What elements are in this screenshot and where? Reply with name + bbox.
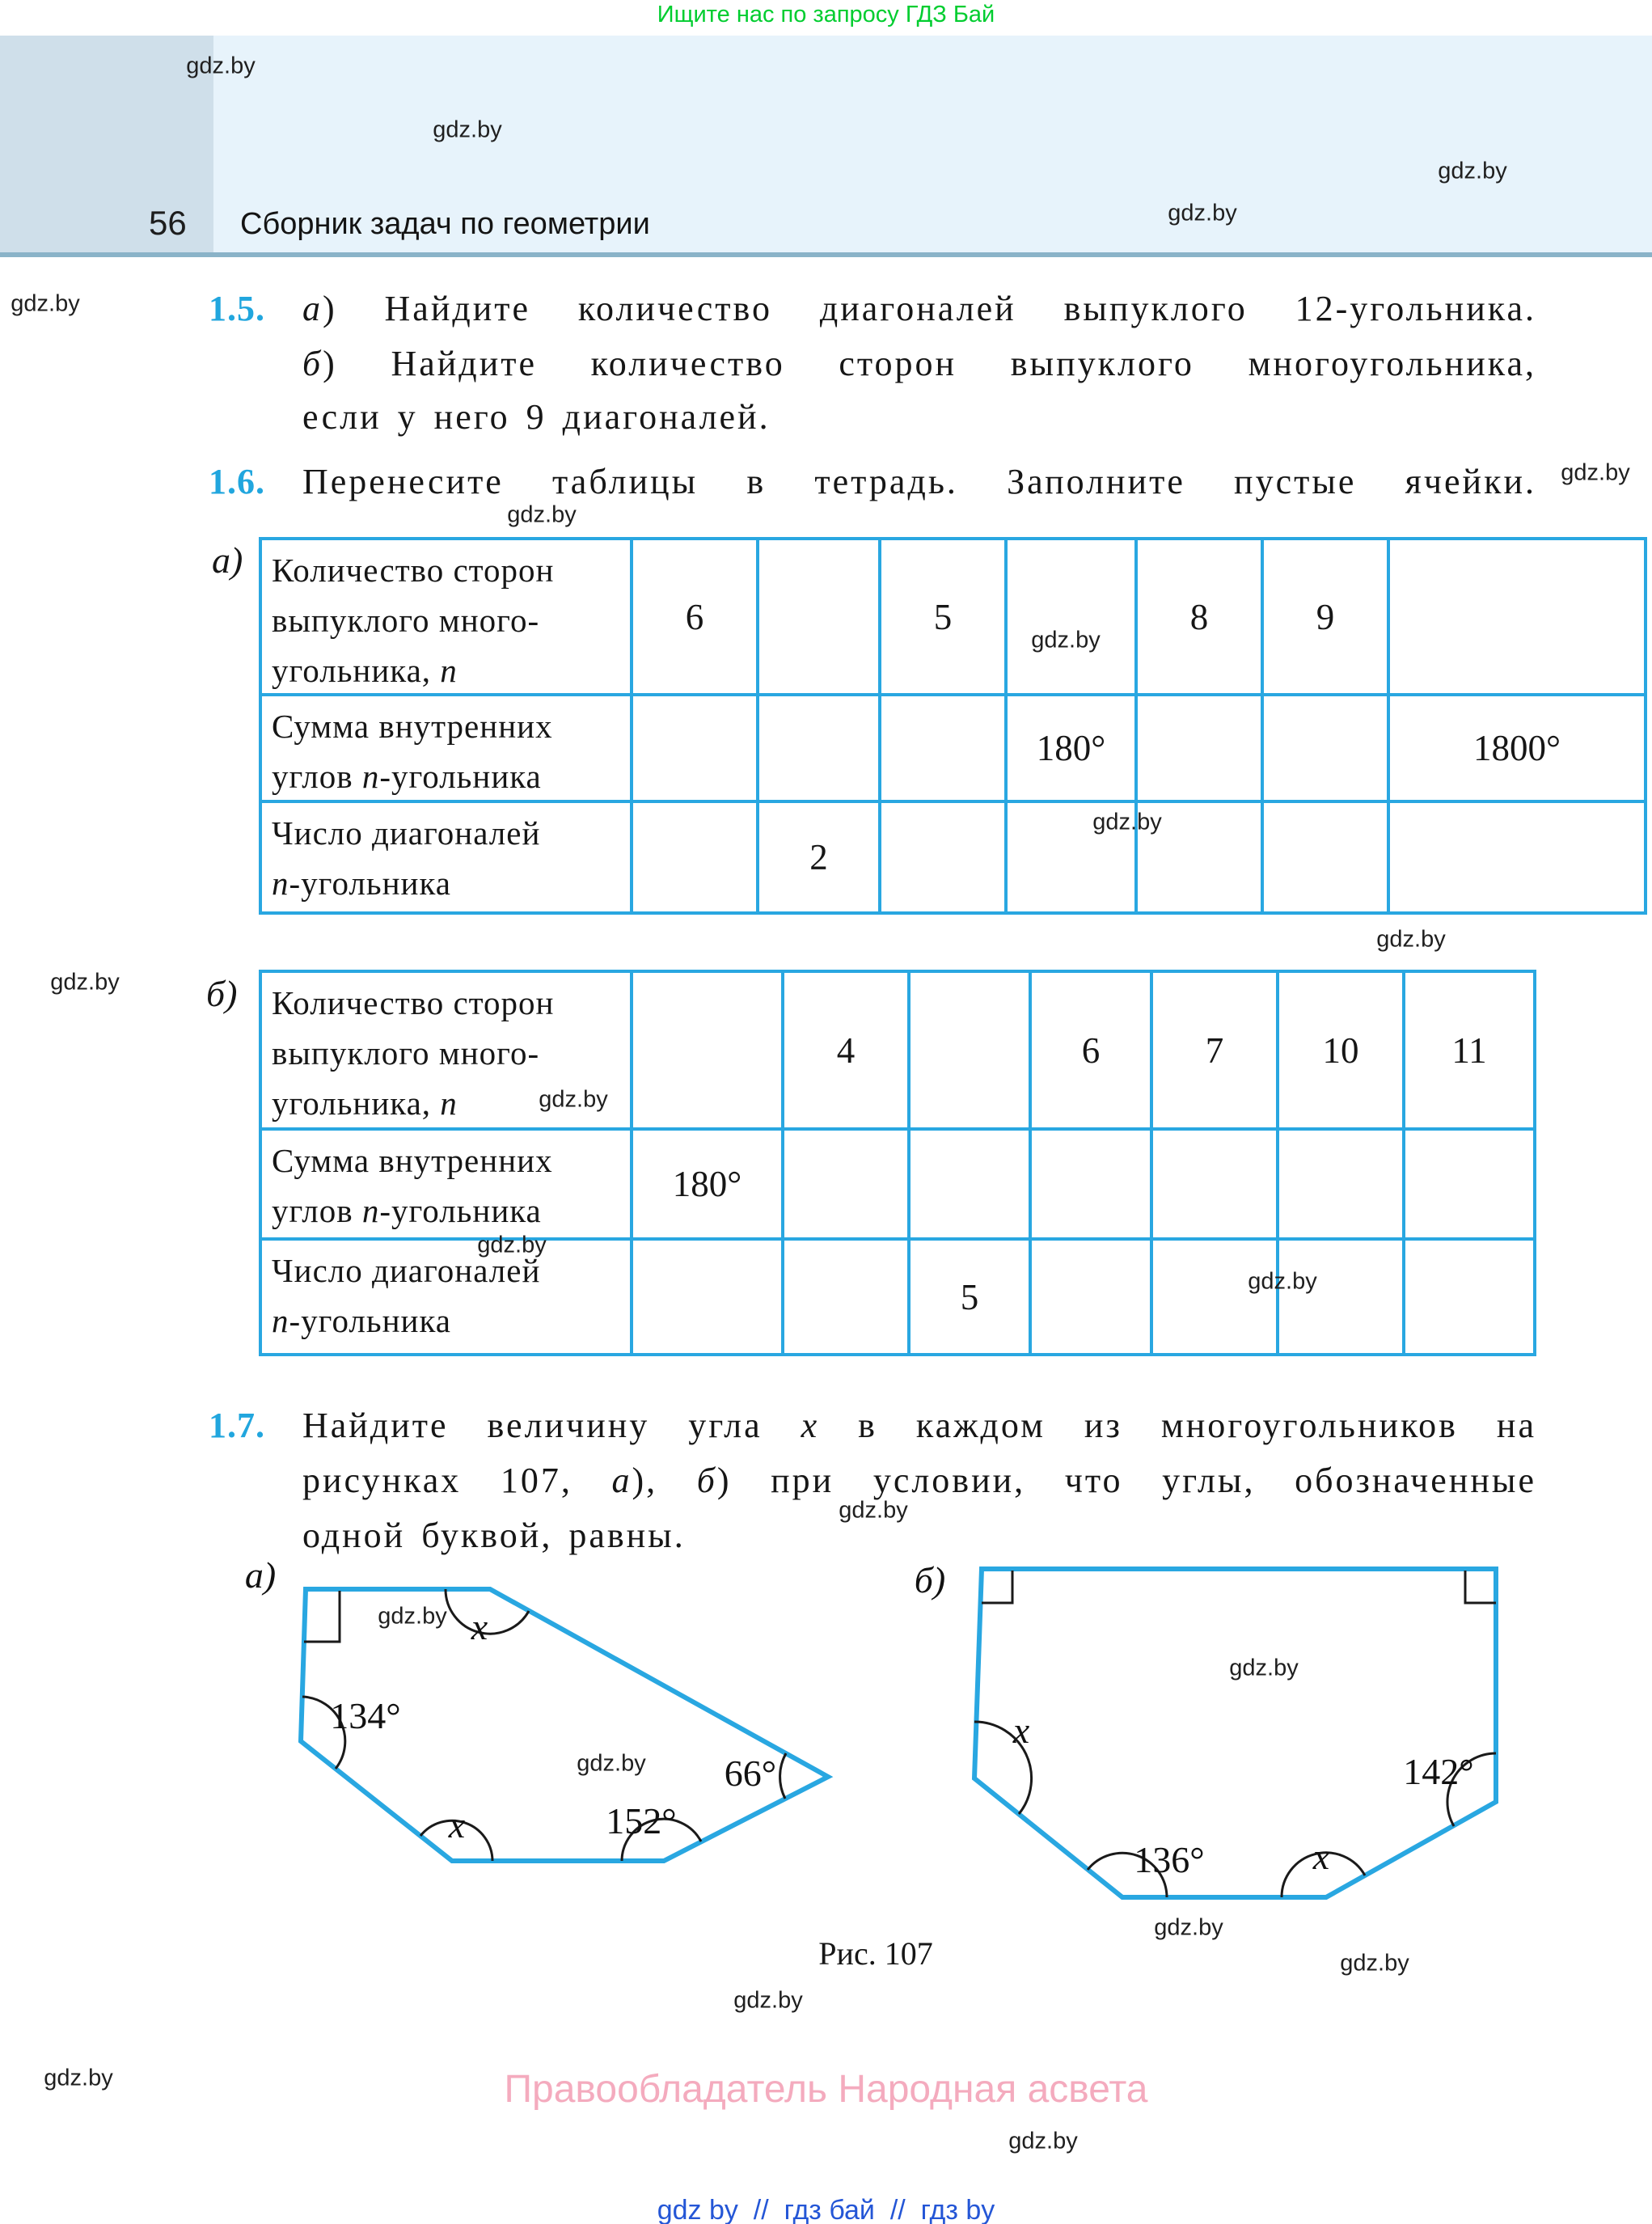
table-cell-value: 8 [1138, 540, 1261, 693]
table-cell-empty [759, 696, 878, 800]
table-cell-empty [1405, 1241, 1533, 1353]
copyright-notice: Правообладатель Народная асвета [504, 2068, 1148, 2111]
hexagon-b [974, 1569, 1496, 1897]
table-row-label: Количество сторон выпуклого много- угольника, n [262, 973, 630, 1127]
angle-arc [780, 1753, 786, 1799]
problem-number-1-6: 1.6. [209, 462, 265, 501]
problem-1-7-line-2: рисунках 107, а), б) при условии, что углы, обозначенные [302, 1461, 1536, 1500]
table-cell-empty [633, 1241, 781, 1353]
promo-banner: Ищите нас по запросу ГДЗ Бай [657, 2, 995, 27]
table-cell-empty [1264, 803, 1387, 911]
angle-label-134: 134° [330, 1695, 401, 1736]
gdz-watermark: gdz.by [477, 1232, 547, 1258]
gdz-watermark: gdz.by [539, 1086, 608, 1113]
table-cell-empty [1138, 696, 1261, 800]
table-cell-empty [1008, 540, 1134, 693]
table-cell-value: 6 [633, 540, 756, 693]
gdz-watermark: gdz.by [1031, 627, 1101, 653]
angle-label-152: 152° [606, 1800, 677, 1841]
angle-label-x-bottom: x [448, 1804, 466, 1846]
book-title: Сборник задач по геометрии [240, 207, 650, 241]
angle-label-66: 66° [724, 1753, 777, 1794]
table-cell-value: 5 [881, 540, 1004, 693]
table-row-label: Сумма внутренних углов n-угольника [262, 1131, 630, 1237]
gdz-watermark: gdz.by [186, 53, 256, 79]
table-row-label: Количество сторон выпуклого много- угольника, n [262, 540, 630, 693]
gdz-watermark: gdz.by [1229, 1655, 1299, 1681]
table-cell-value: 11 [1405, 973, 1533, 1127]
table-cell-empty [1153, 1131, 1276, 1237]
table-cell-value: 10 [1279, 973, 1402, 1127]
table-cell-empty [1153, 1241, 1276, 1353]
figure-caption: Рис. 107 [818, 1935, 933, 1972]
table-cell-value: 180° [633, 1131, 781, 1237]
problem-1-6-line-1: Перенесите таблицы в тетрадь. Заполните пустые ячейки. [302, 462, 1536, 501]
table-cell-empty [911, 973, 1029, 1127]
right-angle-mark [1465, 1571, 1496, 1603]
table-cell-empty [633, 973, 781, 1127]
table-row-label: Число диагоналей n-угольника [262, 803, 630, 911]
table-cell-value: 180° [1008, 696, 1134, 800]
figure-a-letter: а) [244, 1557, 277, 1596]
table-cell-empty [1390, 540, 1644, 693]
gdz-watermark: gdz.by [507, 501, 577, 528]
angle-label-x-left: x [1012, 1710, 1030, 1751]
table-cell-empty [633, 803, 756, 911]
table-a [259, 537, 1647, 915]
table-row-label: Сумма внутренних углов n-угольника [262, 696, 630, 800]
gdz-watermark: gdz.by [11, 290, 80, 317]
gdz-watermark: gdz.by [44, 2065, 113, 2091]
page-number: 56 [149, 204, 187, 242]
problem-number-1-7: 1.7. [209, 1406, 265, 1445]
table-cell-empty [1032, 1241, 1150, 1353]
figure-b-letter: б) [914, 1559, 946, 1600]
table-a-letter: а) [212, 539, 243, 581]
problem-1-7-line-3: одной буквой, равны. [302, 1516, 686, 1555]
gdz-watermark: gdz.by [733, 1987, 803, 2014]
figure-107a [226, 1557, 889, 1880]
table-cell-empty [911, 1131, 1029, 1237]
table-cell-value: 6 [1032, 973, 1150, 1127]
gdz-watermark: gdz.by [1008, 2128, 1078, 2154]
table-cell-empty [1279, 1131, 1402, 1237]
gdz-watermark: gdz.by [1340, 1950, 1409, 1977]
table-cell-empty [784, 1131, 907, 1237]
table-cell-empty [1279, 1241, 1402, 1353]
gdz-watermark: gdz.by [1248, 1268, 1317, 1295]
problem-1-5-line-1: а) Найдите количество диагоналей выпуклого 12-угольника. [302, 289, 1536, 328]
table-cell-empty [1032, 1131, 1150, 1237]
problem-number-1-5: 1.5. [209, 289, 265, 328]
table-cell-empty [1390, 803, 1644, 911]
angle-label-136: 136° [1134, 1839, 1205, 1880]
table-cell-value: 4 [784, 973, 907, 1127]
gdz-watermark: gdz.by [1376, 926, 1446, 953]
table-b [259, 970, 1536, 1356]
gdz-watermark: gdz.by [1154, 1914, 1223, 1941]
table-cell-empty [1264, 696, 1387, 800]
gdz-links[interactable]: gdz by // гдз бай // гдз by [657, 2195, 995, 2224]
gdz-watermark: gdz.by [378, 1603, 447, 1630]
angle-label-x-top: x [471, 1606, 488, 1647]
table-cell-value: 1800° [1390, 696, 1644, 800]
problem-1-5-line-3: если у него 9 диагоналей. [302, 397, 771, 437]
right-angle-mark [304, 1591, 340, 1642]
gdz-watermark: gdz.by [433, 116, 502, 143]
gdz-watermark: gdz.by [577, 1750, 646, 1777]
problem-1-5-line-2: б) Найдите количество сторон выпуклого многоугольника, [302, 344, 1536, 383]
table-cell-value: 5 [911, 1241, 1029, 1353]
gdz-watermark: gdz.by [1092, 809, 1162, 835]
gdz-watermark: gdz.by [1438, 158, 1507, 184]
gdz-watermark: gdz.by [1561, 459, 1630, 486]
table-cell-value: 7 [1153, 973, 1276, 1127]
table-cell-empty [784, 1241, 907, 1353]
table-cell-empty [759, 540, 878, 693]
table-cell-value: 2 [759, 803, 878, 911]
table-cell-empty [881, 696, 1004, 800]
figure-107b [889, 1557, 1561, 1945]
gdz-watermark: gdz.by [839, 1497, 908, 1524]
table-row-label: Число диагоналей n-угольника [262, 1241, 630, 1353]
table-cell-empty [1405, 1131, 1533, 1237]
problem-1-7-line-1: Найдите величину угла x в каждом из многоугольников на [302, 1406, 1536, 1445]
angle-label-x-bottom-right: x [1312, 1836, 1330, 1877]
table-b-letter: б) [206, 973, 238, 1014]
gdz-watermark: gdz.by [50, 969, 120, 996]
angle-label-142: 142° [1403, 1751, 1474, 1792]
gdz-watermark: gdz.by [1168, 200, 1237, 226]
table-cell-empty [633, 696, 756, 800]
right-angle-mark [982, 1571, 1012, 1603]
table-cell-empty [881, 803, 1004, 911]
table-cell-value: 9 [1264, 540, 1387, 693]
